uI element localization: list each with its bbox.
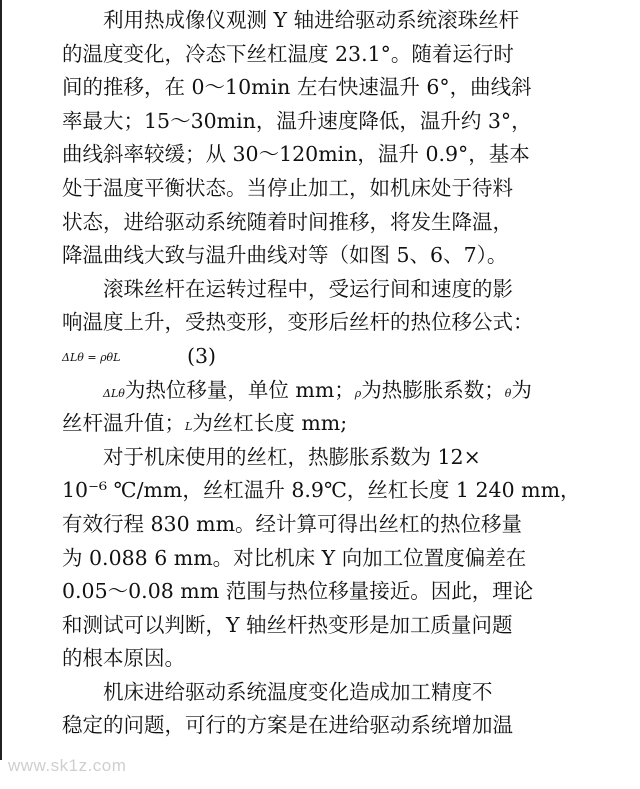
- symbol-definitions-line-2: [62, 407, 582, 441]
- text-line: 状态，进给驱动系统随着时间推移，将发生降温，: [62, 209, 513, 234]
- equation-number: (3): [187, 343, 217, 368]
- symbol-delta-l: ΔLθ: [103, 386, 125, 400]
- equation: [62, 340, 582, 374]
- text-line: 响温度上升，受热变形，变形后丝杆的热位移公式：: [62, 310, 534, 335]
- text-line: 利用热成像仪观测 Y 轴进给驱动系统滚珠丝杆: [103, 8, 520, 32]
- paragraph-displacement-intro: [62, 273, 582, 340]
- text-line: 稳定的问题，可行的方案是在进给驱动系统增加温: [62, 713, 513, 738]
- paragraph-calculation: [62, 441, 582, 676]
- text-line: 为 0.088 6 mm。对比机床 Y 向加工位置度偏差在: [62, 545, 527, 570]
- text-line: 滚珠丝杆在运转过程中，受运行间和速度的影: [103, 276, 513, 301]
- text-line: 曲线斜率较缓；从 30～120min，温升 0.9°，基本: [62, 142, 530, 167]
- text-line: 机床进给驱动系统温度变化造成加工精度不: [103, 679, 493, 704]
- document-page: [62, 4, 582, 743]
- text-line: 处于温度平衡状态。当停止加工，如机床处于待料: [62, 175, 513, 200]
- watermark: www.sk1z.com: [8, 756, 127, 775]
- text-line: 和测试可以判断，Y 轴丝杆热变形是加工质量问题: [62, 612, 513, 637]
- definition-text: 为丝杠长度 mm;: [192, 411, 348, 436]
- definition-text: 丝杆温升值；: [62, 411, 185, 436]
- text-line: 率最大；15～30min，温升速度降低，温升约 3°，: [62, 108, 532, 133]
- text-line: 对于机床使用的丝杠，热膨胀系数为 12×: [103, 444, 481, 469]
- text-line: 的温度变化，冷态下丝杠温度 23.1°。随着运行时: [62, 41, 514, 66]
- equation-expression: ΔLθ = ρθL: [62, 350, 121, 364]
- symbol-l: L: [185, 420, 193, 434]
- symbol-theta: θ: [504, 386, 512, 400]
- definition-text: 为热位移量，单位 mm；: [124, 377, 355, 402]
- text-line: 10⁻⁶ ℃/mm，丝杠温升 8.9℃，丝杠长度 1 240 mm，: [62, 478, 581, 503]
- left-margin-rule: [0, 0, 2, 760]
- text-line: 0.05～0.08 mm 范围与热位移量接近。因此，理论: [62, 579, 534, 604]
- paragraph-thermal-observation: [62, 4, 582, 273]
- definition-text: 为: [511, 377, 532, 402]
- text-line: 间的推移，在 0～10min 左右快速温升 6°，曲线斜: [62, 75, 532, 100]
- text-line: 的根本原因。: [62, 646, 185, 671]
- definition-text: 为热膨胀系数；: [361, 377, 505, 402]
- symbol-rho: ρ: [354, 386, 362, 400]
- text-line: 有效行程 830 mm。经计算可得出丝杠的热位移量: [62, 511, 523, 536]
- symbol-definitions-line-1: [62, 374, 582, 408]
- paragraph-solution: [62, 676, 582, 743]
- text-line: 降温曲线大致与温升曲线对等（如图 5、6、7）。: [62, 243, 508, 268]
